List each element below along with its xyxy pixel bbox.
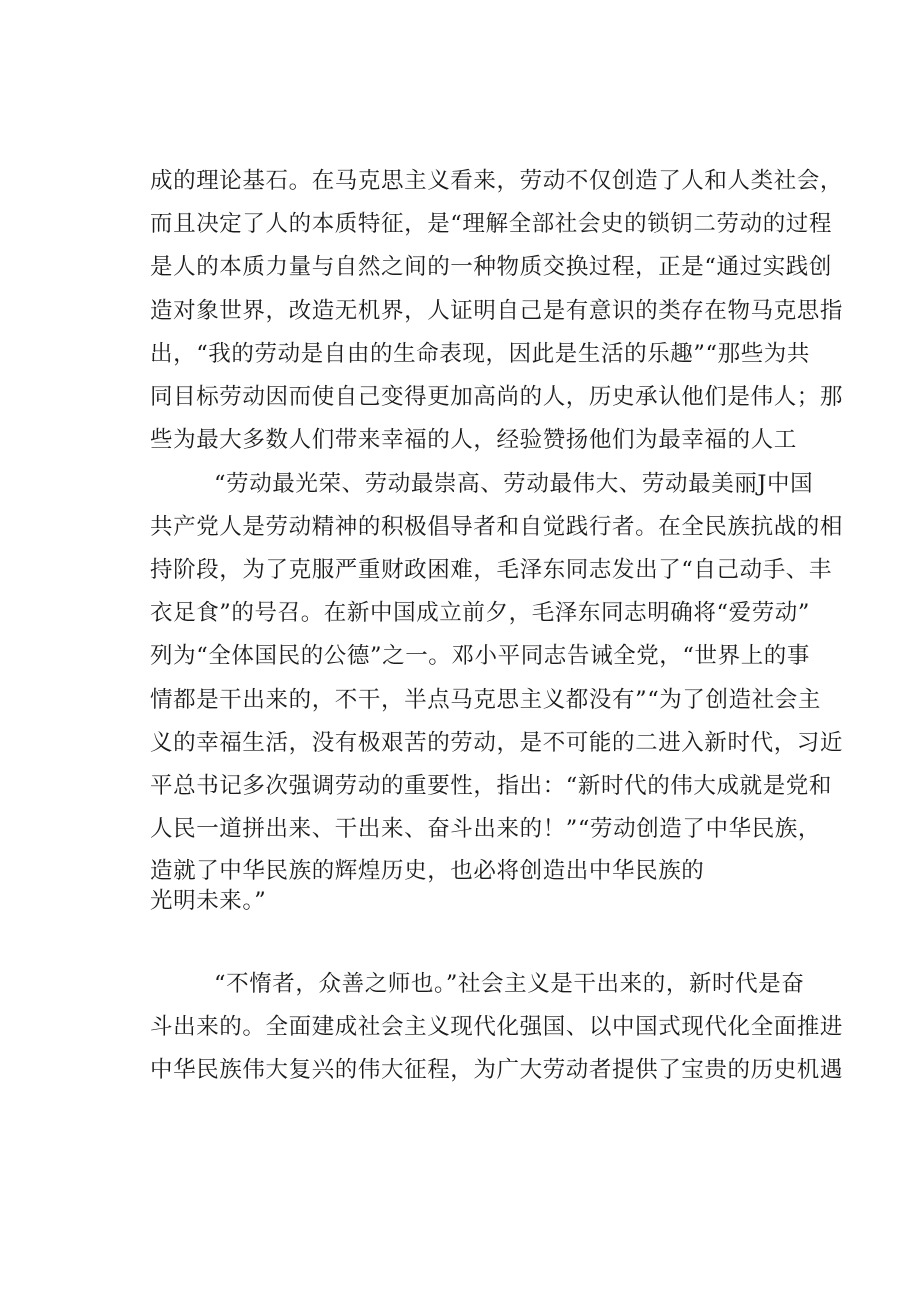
- paragraph-3-line-2: 斗出来的。全面建成社会主义现代化强国、以中国式现代化全面推进: [150, 1014, 844, 1040]
- paragraph-2-line-11: 光明未来。”: [150, 888, 267, 914]
- paragraph-2-line-6: 情都是干出来的，不干，半点马克思主义都没有”“为了创造社会主: [150, 687, 822, 713]
- paragraph-2-line-7: 义的幸福生活，没有极艰苦的劳动，是不可能的二进入新时代，习近: [150, 730, 844, 756]
- paragraph-2-line-2: 共产党人是劳动精神的积极倡导者和自觉践行者。在全民族抗战的相: [150, 514, 844, 540]
- paragraph-2-line-3: 持阶段，为了克服严重财政困难，毛泽东同志发出了“自己动手、丰: [150, 557, 833, 583]
- paragraph-1-line-7: 些为最大多数人们带来幸福的人，经验赞扬他们为最幸福的人工: [150, 427, 797, 453]
- paragraph-3-line-3: 中华民族伟大复兴的伟大征程，为广大劳动者提供了宝贵的历史机遇: [150, 1057, 844, 1083]
- paragraph-1-line-3: 是人的本质力量与自然之间的一种物质交换过程，正是“通过实践创: [150, 254, 833, 280]
- paragraph-3-line-1: “不惰者，众善之师也。”社会主义是干出来的，新时代是奋: [214, 971, 805, 997]
- paragraph-1-line-1: 成的理论基石。在马克思主义看来，劳动不仅创造了人和人类社会，: [150, 168, 844, 194]
- paragraph-1-line-6: 同目标劳动因而使自己变得更加高尚的人，历史承认他们是伟人；那: [150, 384, 844, 410]
- paragraph-2-line-5: 列为“全体国民的公德”之一。邓小平同志告诫全党，“世界上的事: [150, 643, 811, 669]
- paragraph-2-line-4: 衣足食”的号召。在新中国成立前夕，毛泽东同志明确将“爱劳动”: [150, 600, 811, 626]
- paragraph-1-line-4: 造对象世界，改造无机界，人证明自己是有意识的类存在物马克思指: [150, 298, 844, 324]
- paragraph-2-line-8: 平总书记多次强调劳动的重要性，指出：“新时代的伟大成就是党和: [150, 773, 833, 799]
- paragraph-2-line-10: 造就了中华民族的辉煌历史，也必将创造出中华民族的: [150, 858, 705, 884]
- paragraph-1-line-5: 出，“我的劳动是自由的生命表现，因此是生活的乐趣”“那些为共: [150, 341, 811, 367]
- paragraph-2-line-9: 人民一道拼出来、干出来、奋斗出来的！”“劳动创造了中华民族，: [150, 816, 822, 842]
- paragraph-2-line-1: “劳动最光荣、劳动最崇高、劳动最伟大、劳动最美丽J中国: [214, 471, 814, 497]
- paragraph-1-line-2: 而且决定了人的本质特征，是“理解全部社会史的锁钥二劳动的过程: [150, 211, 833, 237]
